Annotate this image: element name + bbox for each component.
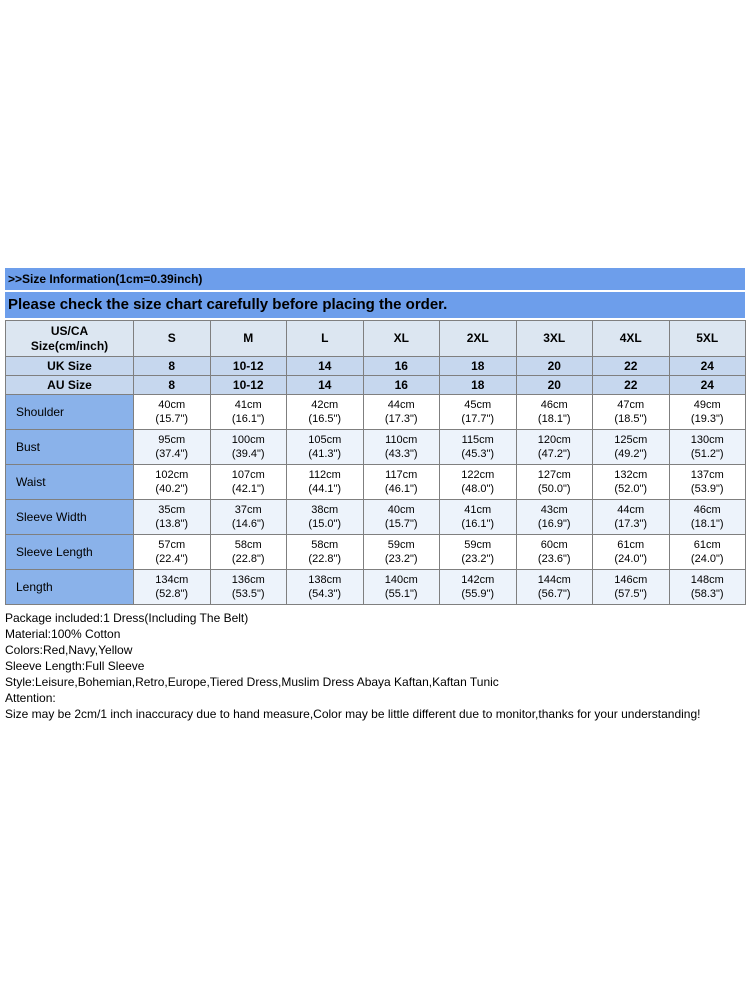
attention-label: Attention: (5, 691, 56, 705)
sleeve-length-cell (287, 535, 364, 570)
cm-value: 142cm (461, 574, 495, 586)
inch-value: (55.1") (384, 588, 418, 600)
bust-label: Bust (6, 430, 134, 465)
cm-value: 105cm (308, 434, 342, 446)
cm-value: 57cm (158, 539, 186, 551)
inch-value: (17.7") (461, 413, 495, 425)
cm-value: 49cm (693, 399, 721, 411)
corner-cell (6, 321, 134, 357)
shoulder-cell (440, 395, 517, 430)
cm-value: 42cm (311, 399, 339, 411)
cm-value: 148cm (690, 574, 724, 586)
waist-cell (210, 465, 287, 500)
sleeve-width-cell (669, 500, 746, 535)
sleeve-width-cell (287, 500, 364, 535)
size-header-row (6, 321, 746, 357)
cm-value: 110cm (385, 434, 418, 446)
au-size-value: 18 (440, 376, 517, 395)
size-header-s: S (134, 321, 211, 357)
inch-value: (53.9") (690, 483, 724, 495)
cm-value: 95cm (158, 434, 186, 446)
uk-size-value: 24 (669, 357, 746, 376)
inch-value: (16.1") (231, 413, 265, 425)
cm-value: 40cm (387, 504, 415, 516)
sleeve-length-cell (363, 535, 440, 570)
shoulder-label: Shoulder (6, 395, 134, 430)
check-order-text: Please check the size chart carefully before placing the order. (8, 296, 448, 313)
sleeve-width-cell (134, 500, 211, 535)
waist-row (6, 465, 746, 500)
inch-value: (23.2") (384, 553, 418, 565)
cm-value: 41cm (234, 399, 262, 411)
shoulder-cell (134, 395, 211, 430)
cm-value: 59cm (387, 539, 415, 551)
uk-size-row (6, 357, 746, 376)
size-info-text: >>Size Information(1cm=0.39inch) (8, 272, 203, 286)
inch-value: (51.2") (690, 448, 724, 460)
cm-value: 100cm (231, 434, 265, 446)
size-header-4xl: 4XL (593, 321, 670, 357)
cm-value: 132cm (614, 469, 648, 481)
length-row (6, 570, 746, 605)
cm-value: 59cm (464, 539, 492, 551)
inch-value: (56.7") (537, 588, 571, 600)
inch-value: (52.0") (614, 483, 648, 495)
uk-size-label: UK Size (6, 357, 134, 376)
sleeve-length-cell (210, 535, 287, 570)
inch-value: (16.1") (461, 518, 495, 530)
size-table-body (6, 321, 746, 605)
cm-value: 134cm (155, 574, 189, 586)
length-cell (363, 570, 440, 605)
inch-value: (17.3") (384, 413, 418, 425)
waist-cell (363, 465, 440, 500)
size-header-2xl: 2XL (440, 321, 517, 357)
shoulder-cell (593, 395, 670, 430)
cm-value: 112cm (308, 469, 341, 481)
au-size-value: 16 (363, 376, 440, 395)
inch-value: (55.9") (461, 588, 495, 600)
cm-value: 46cm (540, 399, 568, 411)
uk-size-value: 20 (516, 357, 593, 376)
size-header-l: L (287, 321, 364, 357)
au-size-value: 24 (669, 376, 746, 395)
au-size-row (6, 376, 746, 395)
length-cell (593, 570, 670, 605)
cm-value: 44cm (387, 399, 415, 411)
inch-value: (16.5") (308, 413, 342, 425)
uk-size-value: 16 (363, 357, 440, 376)
cm-value: 122cm (461, 469, 495, 481)
sleeve-width-cell (516, 500, 593, 535)
inch-value: (46.1") (384, 483, 418, 495)
inch-value: (22.8") (231, 553, 265, 565)
length-cell (287, 570, 364, 605)
cm-value: 41cm (464, 504, 492, 516)
cm-value: 61cm (617, 539, 645, 551)
inch-value: (50.0") (537, 483, 571, 495)
corner-line-2: Size(cm/inch) (30, 338, 109, 353)
cm-value: 137cm (690, 469, 724, 481)
sleeve-width-label: Sleeve Width (6, 500, 134, 535)
waist-cell (440, 465, 517, 500)
inch-value: (15.7") (384, 518, 418, 530)
cm-value: 58cm (311, 539, 339, 551)
bust-cell (593, 430, 670, 465)
cm-value: 46cm (693, 504, 721, 516)
inch-value: (18.1") (690, 518, 724, 530)
inch-value: (37.4") (155, 448, 189, 460)
cm-value: 35cm (158, 504, 186, 516)
cm-value: 130cm (690, 434, 724, 446)
inch-value: (13.8") (155, 518, 189, 530)
inch-value: (48.0") (461, 483, 495, 495)
bust-cell (440, 430, 517, 465)
waist-cell (134, 465, 211, 500)
sleeve-width-row (6, 500, 746, 535)
uk-size-value: 14 (287, 357, 364, 376)
sleeve-length-row (6, 535, 746, 570)
sleeve-length-cell (516, 535, 593, 570)
bust-row (6, 430, 746, 465)
au-size-value: 14 (287, 376, 364, 395)
inch-value: (53.5") (231, 588, 265, 600)
inch-value: (18.1") (537, 413, 571, 425)
length-cell (210, 570, 287, 605)
sleeve-length-label: Sleeve Length (6, 535, 134, 570)
inch-value: (15.0") (308, 518, 342, 530)
inch-value: (58.3") (690, 588, 724, 600)
inch-value: (18.5") (614, 413, 648, 425)
inch-value: (49.2") (614, 448, 648, 460)
waist-cell (516, 465, 593, 500)
au-size-value: 20 (516, 376, 593, 395)
shoulder-cell (210, 395, 287, 430)
inch-value: (44.1") (308, 483, 342, 495)
length-cell (516, 570, 593, 605)
cm-value: 107cm (231, 469, 265, 481)
inch-value: (24.0") (690, 553, 724, 565)
inch-value: (23.6") (537, 553, 571, 565)
inch-value: (43.3") (384, 448, 418, 460)
cm-value: 117cm (385, 469, 418, 481)
bust-cell (134, 430, 211, 465)
product-details (5, 605, 745, 722)
length-label: Length (6, 570, 134, 605)
cm-value: 102cm (155, 469, 189, 481)
inch-value: (45.3") (461, 448, 495, 460)
cm-value: 40cm (158, 399, 186, 411)
inch-value: (52.8") (155, 588, 189, 600)
waist-label: Waist (6, 465, 134, 500)
inch-value: (19.3") (690, 413, 724, 425)
cm-value: 60cm (540, 539, 568, 551)
bust-cell (210, 430, 287, 465)
inch-value: (24.0") (614, 553, 648, 565)
cm-value: 37cm (234, 504, 262, 516)
inch-value: (57.5") (614, 588, 648, 600)
size-chart-page (5, 268, 745, 722)
au-size-value: 8 (134, 376, 211, 395)
sleeve-length-cell (440, 535, 517, 570)
sleeve-width-cell (363, 500, 440, 535)
shoulder-cell (363, 395, 440, 430)
cm-value: 38cm (311, 504, 339, 516)
inch-value: (22.4") (155, 553, 189, 565)
inch-value: (47.2") (537, 448, 571, 460)
cm-value: 138cm (308, 574, 342, 586)
material-line: Material:100% Cotton (5, 627, 121, 641)
bust-cell (669, 430, 746, 465)
waist-cell (593, 465, 670, 500)
size-header-5xl: 5XL (669, 321, 746, 357)
uk-size-value: 8 (134, 357, 211, 376)
inch-value: (16.9") (537, 518, 571, 530)
cm-value: 44cm (617, 504, 645, 516)
inch-value: (54.3") (308, 588, 342, 600)
sleeve-width-cell (440, 500, 517, 535)
package-included-line: Package included:1 Dress(Including The Belt) (5, 611, 249, 625)
uk-size-value: 10-12 (210, 357, 287, 376)
inch-value: (22.8") (308, 553, 342, 565)
cm-value: 47cm (617, 399, 645, 411)
size-info-banner (5, 268, 745, 290)
inch-value: (23.2") (461, 553, 495, 565)
length-cell (669, 570, 746, 605)
cm-value: 136cm (231, 574, 265, 586)
colors-line: Colors:Red,Navy,Yellow (5, 643, 133, 657)
cm-value: 140cm (384, 574, 418, 586)
waist-cell (669, 465, 746, 500)
cm-value: 45cm (464, 399, 492, 411)
size-header-xl: XL (363, 321, 440, 357)
corner-line-1: US/CA (50, 323, 89, 338)
inch-value: (17.3") (614, 518, 648, 530)
bust-cell (287, 430, 364, 465)
bust-cell (516, 430, 593, 465)
size-header-m: M (210, 321, 287, 357)
inch-value: (41.3") (308, 448, 342, 460)
cm-value: 43cm (540, 504, 568, 516)
cm-value: 120cm (537, 434, 571, 446)
inch-value: (40.2") (155, 483, 189, 495)
style-line: Style:Leisure,Bohemian,Retro,Europe,Tiered Dress,Muslim Dress Abaya Kaftan,Kaftan Tunic (5, 675, 499, 689)
uk-size-value: 22 (593, 357, 670, 376)
au-size-value: 22 (593, 376, 670, 395)
cm-value: 115cm (461, 434, 494, 446)
cm-value: 61cm (693, 539, 721, 551)
waist-cell (287, 465, 364, 500)
cm-value: 58cm (234, 539, 262, 551)
sleeve-width-cell (210, 500, 287, 535)
shoulder-cell (287, 395, 364, 430)
shoulder-cell (516, 395, 593, 430)
cm-value: 146cm (614, 574, 648, 586)
inch-value: (15.7") (155, 413, 189, 425)
sleeve-length-line: Sleeve Length:Full Sleeve (5, 659, 145, 673)
sleeve-length-cell (593, 535, 670, 570)
cm-value: 144cm (537, 574, 571, 586)
length-cell (134, 570, 211, 605)
shoulder-row (6, 395, 746, 430)
inch-value: (14.6") (231, 518, 265, 530)
bust-cell (363, 430, 440, 465)
inch-value: (39.4") (231, 448, 265, 460)
check-order-banner (5, 292, 745, 318)
sleeve-width-cell (593, 500, 670, 535)
uk-size-value: 18 (440, 357, 517, 376)
au-size-value: 10-12 (210, 376, 287, 395)
sleeve-length-cell (669, 535, 746, 570)
cm-value: 127cm (537, 469, 571, 481)
length-cell (440, 570, 517, 605)
size-header-3xl: 3XL (516, 321, 593, 357)
shoulder-cell (669, 395, 746, 430)
disclaimer-line: Size may be 2cm/1 inch inaccuracy due to hand measure,Color may be little different due to monitor,thanks for your understanding! (5, 707, 701, 721)
sleeve-length-cell (134, 535, 211, 570)
cm-value: 125cm (614, 434, 648, 446)
size-chart-table (5, 320, 746, 605)
inch-value: (42.1") (231, 483, 265, 495)
au-size-label: AU Size (6, 376, 134, 395)
